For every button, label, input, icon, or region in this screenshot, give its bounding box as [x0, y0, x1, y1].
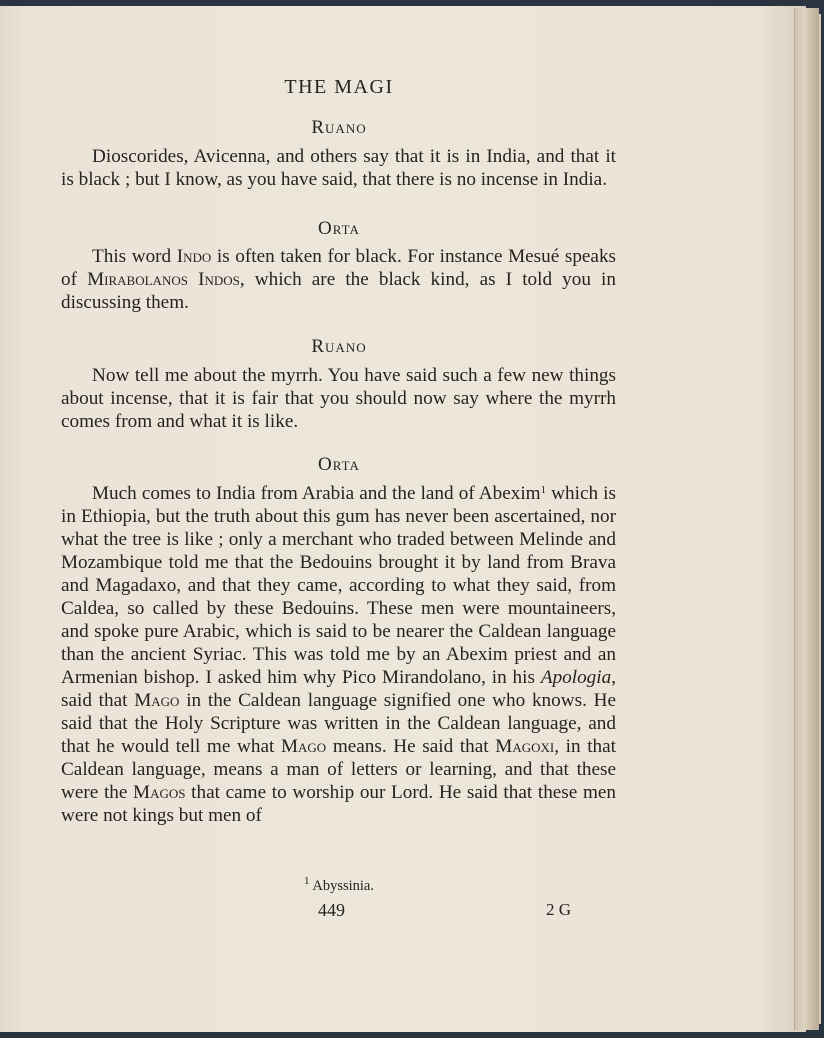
text-run: , in that Caldean language, means a man of letters or learning, and that these were the	[61, 736, 616, 803]
text-run: , said that	[61, 667, 616, 711]
paragraph-1-text: Dioscorides, Avicenna, and others say that it is in India, and that it is black ; but I know, as you have said, that there is no incense in India.	[61, 146, 616, 190]
text-run: , which are the black kind, as I told you in discussing them.	[61, 269, 616, 313]
speaker-heading-orta-2: Orta	[318, 454, 360, 475]
italic-title: Apologia	[540, 667, 612, 688]
small-caps-term: Magoxi	[495, 736, 555, 757]
small-caps-term: Mirabolanos Indos	[87, 269, 240, 290]
text-run: is often taken for black. For instance Mesué speaks of	[61, 246, 617, 290]
footnote-reference: 1	[540, 484, 547, 496]
page-title: THE MAGI	[284, 76, 394, 98]
page-edges	[794, 8, 819, 1030]
text-run: that came to worship our Lord. He said that these men were not kings but men of	[61, 782, 616, 826]
speaker-heading-ruano-1: Ruano	[311, 117, 367, 138]
footnote-mark: 1	[304, 875, 310, 887]
paragraph-3-text: Now tell me about the myrrh. You have said such a few new things about incense, that it is fair that you should now say where the myrrh comes from and what it is like.	[61, 365, 616, 432]
small-caps-term: Indo	[176, 246, 212, 267]
signature-mark: 2 G	[546, 900, 572, 919]
text-run: This word	[92, 246, 177, 267]
page-number: 449	[318, 900, 345, 920]
text-run: Much comes to India from Arabia and the land of Abexim	[92, 483, 541, 504]
speaker-heading-orta-1: Orta	[318, 218, 360, 239]
paragraph-1	[61, 145, 616, 191]
paragraph-4	[61, 482, 616, 827]
small-caps-term: Mago	[280, 736, 327, 757]
text-run: which is in Ethiopia, but the truth about this gum has never been ascertained, nor what the tree is like ; only a merchant who traded between Melinde and Mozambique told me that the Bedouins brought it by land from Brava and Magadaxo, and that they came, according to what they said, from Caldea, so called by these Bedouins. These men were mountaineers, and spoke pure Arabic, which is said to be nearer the Caldean language than the ancient Syriac. This was told me by an Abexim priest and an Armenian bishop. I asked him why Pico Mirandolano, in his	[61, 483, 616, 688]
small-caps-term: Magos	[133, 782, 186, 803]
footnote	[0, 875, 678, 895]
paragraph-2	[61, 245, 616, 314]
text-run: means. He said that	[326, 736, 496, 757]
paragraph-3	[61, 364, 616, 433]
footnote-text: Abyssinia.	[312, 878, 374, 894]
small-caps-term: Mago	[134, 690, 180, 711]
speaker-heading-ruano-2: Ruano	[311, 336, 367, 357]
text-run: in the Caldean language signified one who knows. He said that the Holy Scripture was written in the Caldean language, and that he would tell me what	[61, 690, 616, 757]
